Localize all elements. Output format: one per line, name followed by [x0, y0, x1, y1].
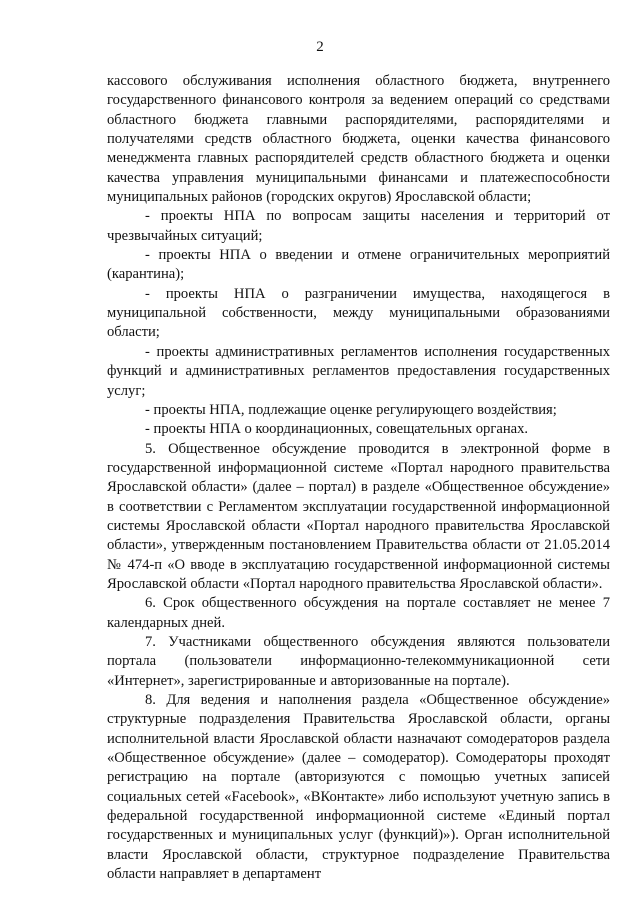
list-item-administrative-regulations: - проекты административных регламентов исполнения государственных функций и административных регламентов предоставления государственных услуг;	[107, 343, 610, 399]
section-7-paragraph: 7. Участниками общественного обсуждения являются пользователи портала (пользователи информационно-телекоммуникационной сети «Интернет», зарегистрированные и авторизованные на портале).	[107, 633, 610, 689]
paragraph-continuation: кассового обслуживания исполнения областного бюджета, внутреннего государственного финансового контроля за ведением операций со средствами областного бюджета главными распорядителями, распорядителями и получателями средств областного бюджета, оценки качества финансового менеджмента главных распорядителей средств областного бюджета и оценки качества управления муниципальными финансами и платежеспособности муниципальных районов (городских округов) Ярославской области;	[107, 73, 610, 206]
section-8-paragraph: 8. Для ведения и наполнения раздела «Общественное обсуждение» структурные подразделения Правительства Ярославской области, органы исполнительной власти Ярославской области назначают сомодераторов раздела «Общественное обсуждение» (далее – сомодератор). Сомодераторы проходят регистрацию на портале (авторизуются с помощью учетных записей социальных сетей «Facebook», «ВКонтакте» либо используют учетную запись в федеральной государственной информационной системе «Единый портал государственных и муниципальных услуг (функций)»). Орган исполнительной власти Ярославской области, структурное подразделение Правительства области направляет в департамент	[107, 692, 610, 883]
list-item-quarantine: - проекты НПА о введении и отмене ограничительных мероприятий (карантина);	[107, 247, 610, 283]
document-body	[107, 72, 610, 884]
list-item-emergency-protection: - проекты НПА по вопросам защиты населения и территорий от чрезвычайных ситуаций;	[107, 208, 610, 244]
section-5-paragraph: 5. Общественное обсуждение проводится в электронной форме в государственной информационной системе «Портал народного правительства Ярославской области» (далее – портал) в разделе «Общественное обсуждение» в соответствии с Регламентом эксплуатации государственной информационной системы Ярославской области «Портал народного правительства Ярославской области», утвержденным постановлением Правительства области от 21.05.2014 № 474-п «О вводе в эксплуатацию государственной информационной системы Ярославской области «Портал народного правительства Ярославской области».	[107, 440, 610, 592]
list-item-property-division: - проекты НПА о разграничении имущества, находящегося в муниципальной собственности, между муниципальными образованиями области;	[107, 285, 610, 341]
page-number: 2	[316, 39, 324, 55]
section-6-paragraph: 6. Срок общественного обсуждения на портале составляет не менее 7 календарных дней.	[107, 595, 610, 631]
list-item-regulatory-impact: - проекты НПА, подлежащие оценке регулирующего воздействия;	[145, 401, 557, 418]
list-item-coordination-bodies: - проекты НПА о координационных, совещательных органах.	[145, 421, 529, 438]
